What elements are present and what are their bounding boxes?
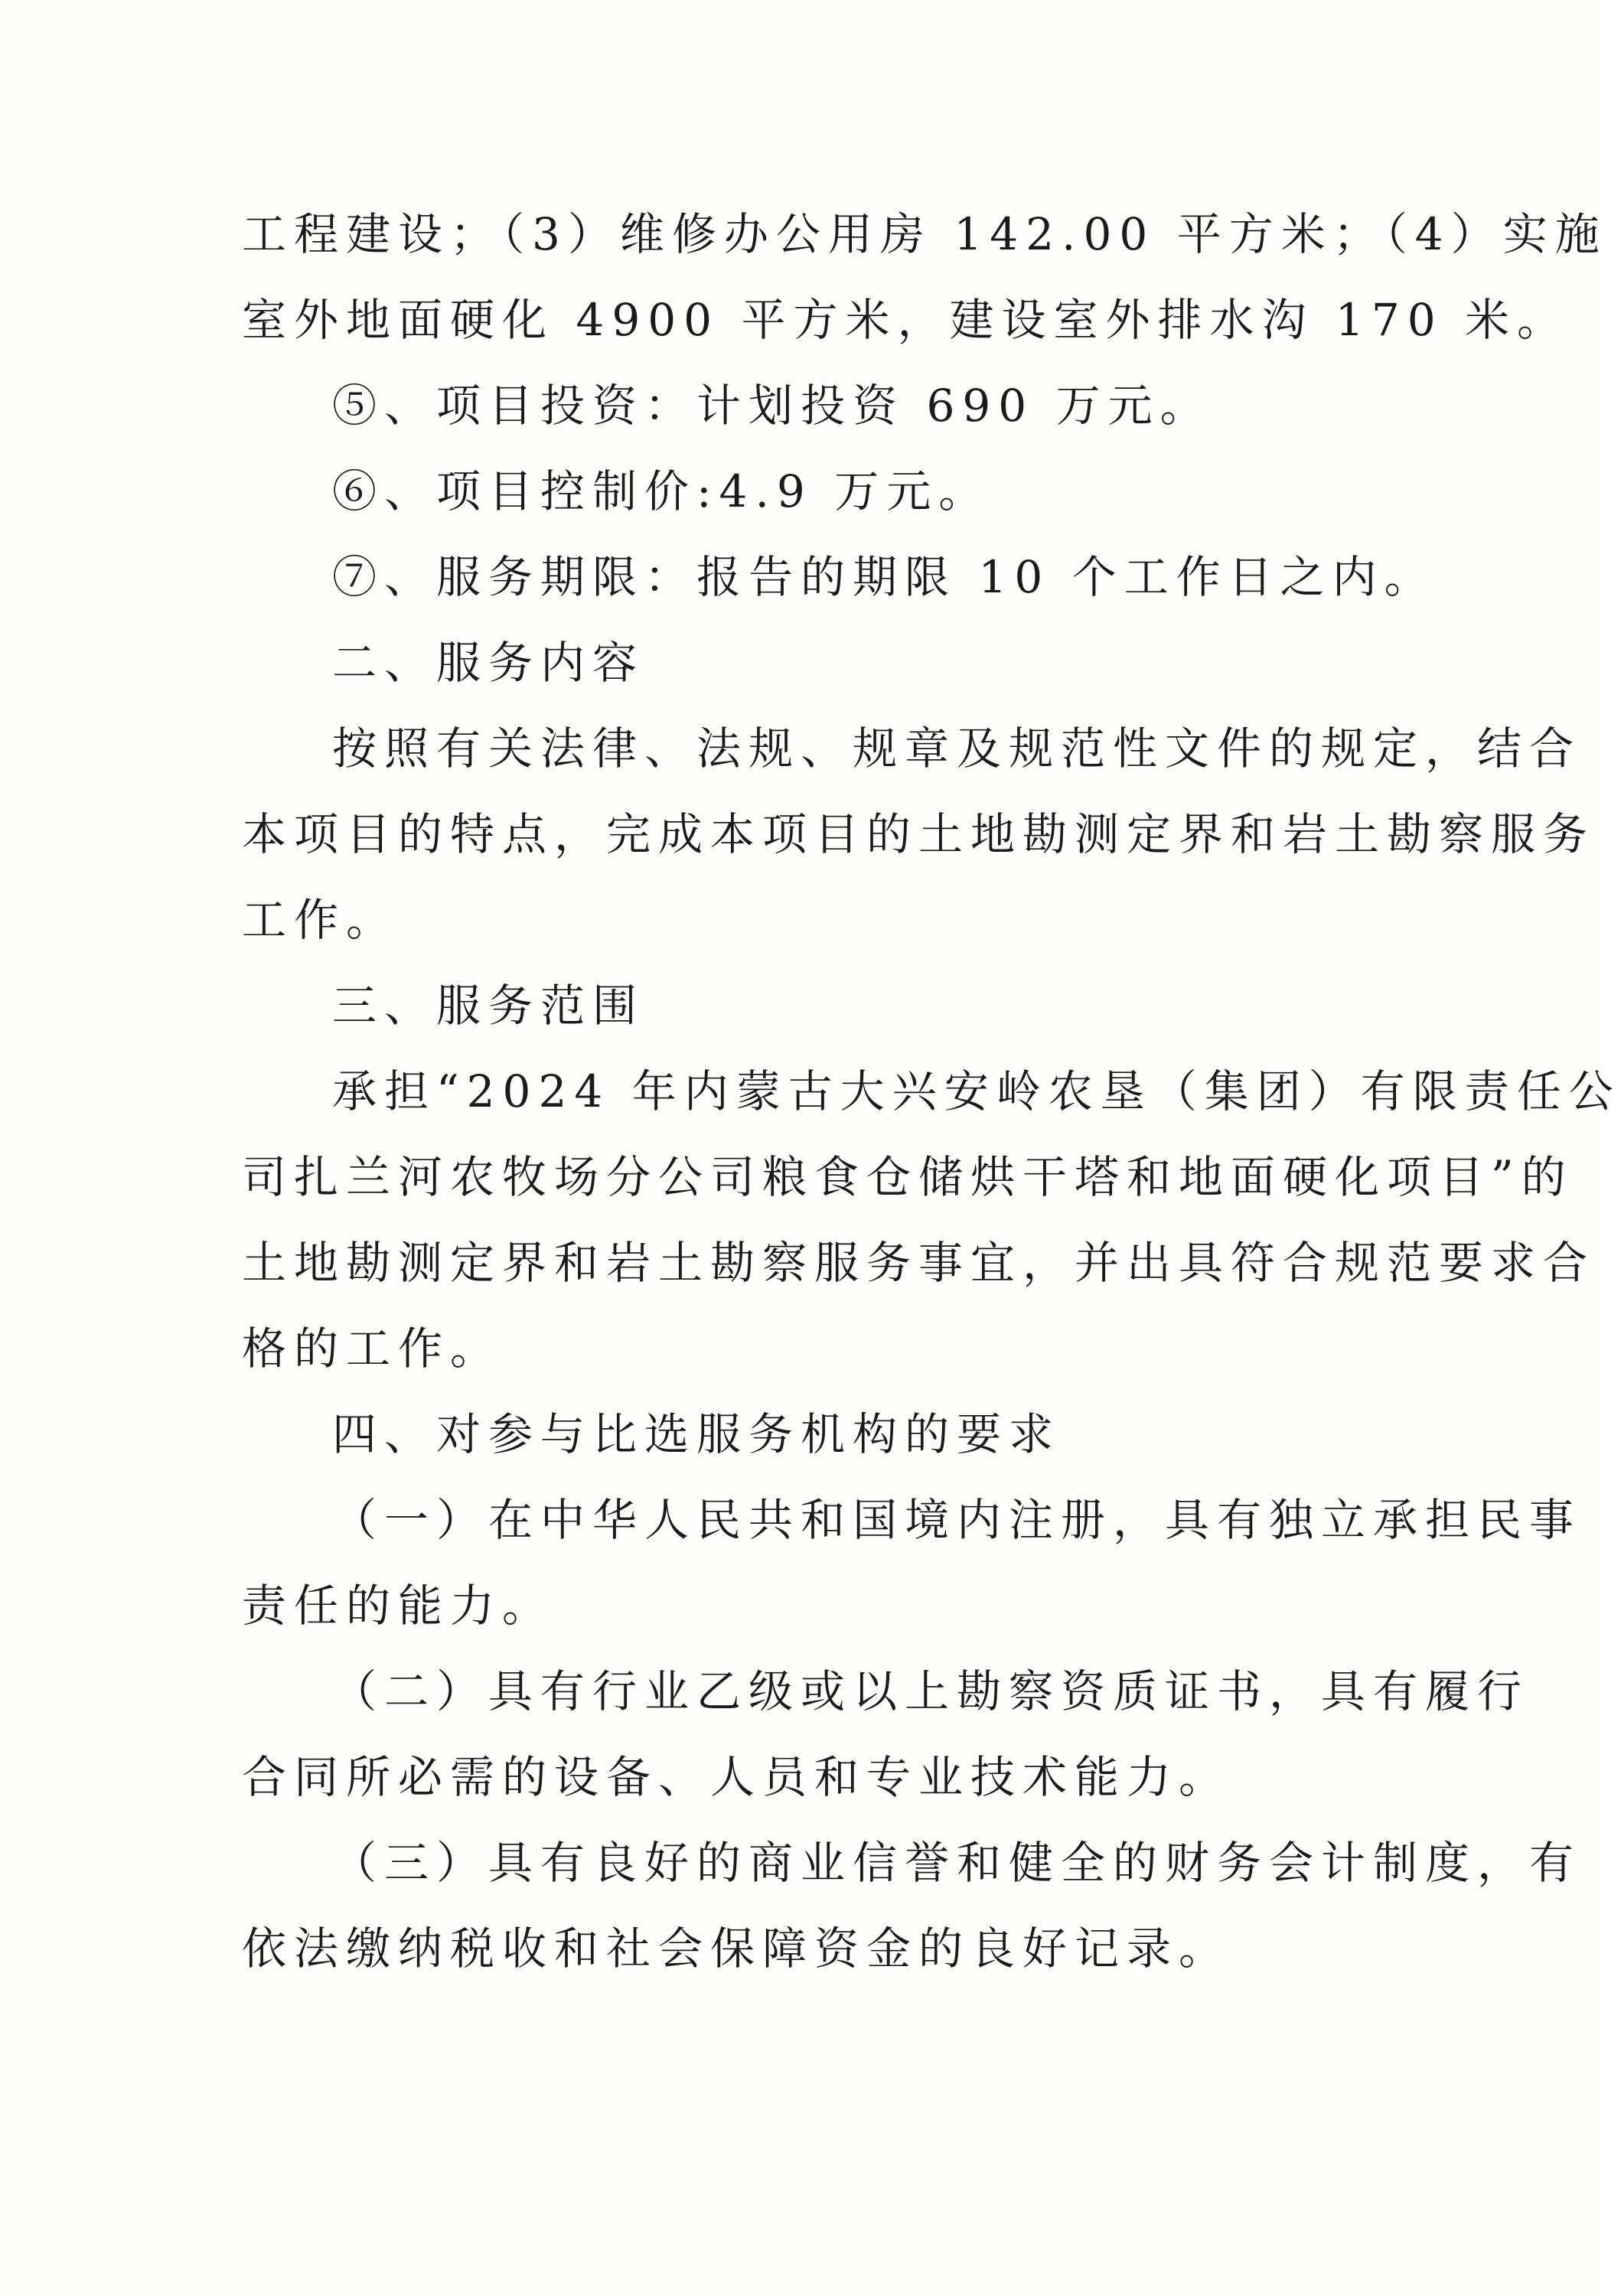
section-heading-service-content: 二、服务内容 [332, 637, 645, 689]
text-line: 司扎兰河农牧场分公司粮食仓储烘干塔和地面硬化项目”的 [242, 1151, 1574, 1203]
text-line: 工程建设；（3）维修办公用房 142.00 平方米；（4）实施 [242, 208, 1607, 260]
project-investment-line: ⑤、项目投资：计划投资 690 万元。 [332, 380, 1212, 432]
text-line: 依法缴纳税收和社会保障资金的良好记录。 [242, 1923, 1231, 1975]
section-heading-requirements: 四、对参与比选服务机构的要求 [332, 1408, 1062, 1460]
document-body [242, 191, 1621, 1991]
text-line: 承担“2024 年内蒙古大兴安岭农垦（集团）有限责任公 [332, 1065, 1621, 1117]
section-heading-service-scope: 三、服务范围 [332, 980, 645, 1032]
text-line: 工作。 [242, 894, 399, 946]
requirement-item-2: （二）具有行业乙级或以上勘察资质证书，具有履行 [332, 1665, 1530, 1717]
text-line: 责任的能力。 [242, 1580, 555, 1632]
requirement-item-1: （一）在中华人民共和国境内注册，具有独立承担民事 [332, 1494, 1582, 1546]
text-line: 土地勘测定界和岩土勘察服务事宜，并出具符合规范要求合 [242, 1237, 1596, 1289]
text-line: 本项目的特点，完成本项目的土地勘测定界和岩土勘察服务 [242, 808, 1596, 860]
requirement-item-3: （三）具有良好的商业信誉和健全的财务会计制度，有 [332, 1837, 1582, 1889]
service-period-line: ⑦、服务期限：报告的期限 10 个工作日之内。 [332, 551, 1437, 603]
text-line: 合同所必需的设备、人员和专业技术能力。 [242, 1751, 1231, 1803]
text-line: 按照有关法律、法规、规章及规范性文件的规定，结合 [332, 722, 1582, 775]
project-control-price-line: ⑥、项目控制价:4.9 万元。 [332, 465, 991, 517]
text-line: 室外地面硬化 4900 平方米，建设室外排水沟 170 米。 [242, 294, 1570, 346]
text-line: 格的工作。 [242, 1322, 503, 1375]
